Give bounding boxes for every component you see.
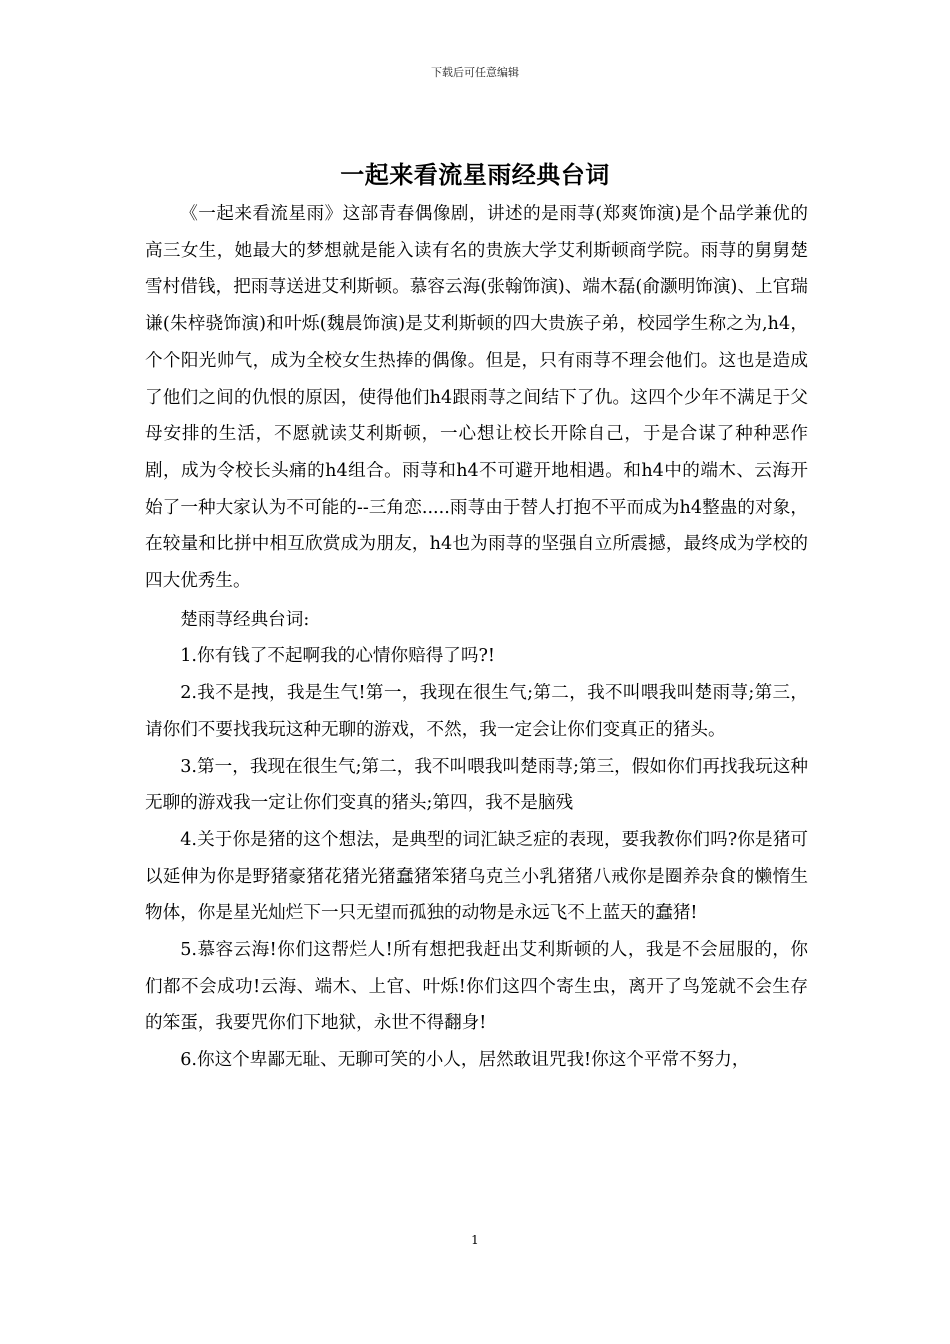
quote-item: 1.你有钱了不起啊我的心情你赔得了吗?! xyxy=(180,646,495,667)
quote-item: 3.第一，我现在很生气;第二，我不叫喂我叫楚雨荨;第三，假如你们再找我玩这种无聊的游戏我一定让你们变真的猪头;第四，我不是脑残 xyxy=(145,756,808,814)
quote-item: 5.慕容云海!你们这帮烂人!所有想把我赶出艾利斯顿的人，我是不会屈服的，你们都不会成功!云海、端木、上官、叶烁!你们这四个寄生虫，离开了鸟笼就不会生存的笨蛋，我要咒你们下地狱，永世不得翻身! xyxy=(145,940,808,1034)
intro-paragraph: 《一起来看流星雨》这部青春偶像剧，讲述的是雨荨(郑爽饰演)是个品学兼优的高三女生，她最大的梦想就是能入读有名的贵族大学艾利斯顿商学院。雨荨的舅舅楚雪村借钱，把雨荨送进艾利斯顿。慕容云海(张翰饰演)、端木磊(俞灏明饰演)、上官瑞谦(朱梓骁饰演)和叶烁(魏晨饰演)是艾利斯顿的四大贵族子弟，校园学生称之为,h4，个个阳光帅气，成为全校女生热捧的偶像。但是，只有雨荨不理会他们。这也是造成了他们之间的仇恨的原因，使得他们h4跟雨荨之间结下了仇。这四个少年不满足于父母安排的生活，不愿就读艾利斯顿，一心想让校长开除自己，于是合谋了种种恶作剧，成为令校长头痛的h4组合。雨荨和h4不可避开地相遇。和h4中的端木、云海开始了一种大家认为不可能的--三角恋.....雨荨由于替人打抱不平而成为h4整蛊的对象，在较量和比拼中相互欣赏成为朋友，h4也为雨荨的坚强自立所震撼，最终成为学校的四大优秀生。 xyxy=(145,204,808,592)
quote-item: 2.我不是拽，我是生气!第一，我现在很生气;第二，我不叫喂我叫楚雨荨;第三，请你们不要找我玩这种无聊的游戏，不然，我一定会让你们变真正的猪头。 xyxy=(145,683,808,740)
quote-item: 6.你这个卑鄙无耻、无聊可笑的小人，居然敢诅咒我!你这个平常不努力， xyxy=(180,1050,750,1071)
quote-item: 4.关于你是猪的这个想法，是典型的词汇缺乏症的表现，要我教你们吗?你是猪可以延伸为你是野猪豪猪花猪光猪蠢猪笨猪乌克兰小乳猪猪八戒你是圈养杂食的懒惰生物体，你是星光灿烂下一只无望而孤独的动物是永远飞不上蓝天的蠢猪! xyxy=(145,829,808,924)
document-title: 一起来看流星雨经典台词 xyxy=(340,160,610,189)
document-body xyxy=(145,196,808,1079)
header-note: 下载后可任意编辑 xyxy=(431,66,519,79)
page-number: 1 xyxy=(471,1233,479,1247)
section-heading: 楚雨荨经典台词: xyxy=(180,609,310,630)
